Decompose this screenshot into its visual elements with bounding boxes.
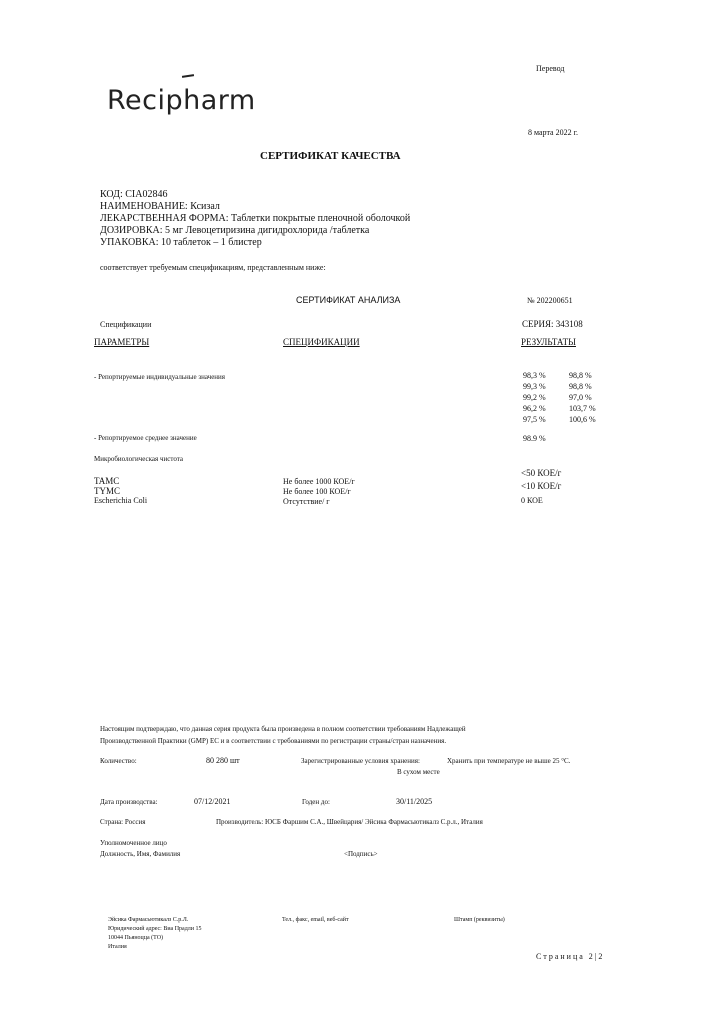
column-header-params: ПАРАМЕТРЫ xyxy=(94,337,150,347)
series-number: СЕРИЯ: 343108 xyxy=(522,319,583,329)
micro-result: 0 КОЕ xyxy=(521,496,543,505)
result-value: 103,7 % xyxy=(569,404,596,413)
micro-param: TYMC xyxy=(94,486,121,496)
manufacture-date-value: 07/12/2021 xyxy=(194,797,231,806)
mean-value-label: - Репортируемое среднее значение xyxy=(94,434,197,442)
micro-purity-label: Микробиологическая чистота xyxy=(94,455,183,463)
product-code: КОД: CIA02846 xyxy=(100,189,168,200)
result-value: 99,3 % xyxy=(523,382,546,391)
confirmation-line-1: Настоящим подтверждаю, что данная серия продукта была произведена в полном соответствии требованиям Надлежащей xyxy=(100,725,466,733)
logo-accent-mark xyxy=(182,74,194,78)
analysis-number: № 202200651 xyxy=(527,296,573,305)
page-title: СЕРТИФИКАТ КАЧЕСТВА xyxy=(260,150,401,162)
recipharm-logo: Recipharm xyxy=(107,85,256,116)
page-number: Страница 2|2 xyxy=(536,952,605,961)
product-name: НАИМЕНОВАНИЕ: Ксизал xyxy=(100,201,220,212)
expiry-date-value: 30/11/2025 xyxy=(396,797,433,806)
result-value: 96,2 % xyxy=(523,404,546,413)
result-value: 97,0 % xyxy=(569,393,592,402)
storage-value-1: Хранить при температуре не выше 25 °С. xyxy=(447,757,571,765)
conformity-statement: соответствует требуемым спецификациям, представленным ниже: xyxy=(100,263,326,272)
footer-contacts: Тел., факс, email, веб-сайт xyxy=(282,917,349,923)
individual-values-col1 xyxy=(523,370,546,425)
translation-label: Перевод xyxy=(536,64,565,73)
authorized-person-label: Уполномоченное лицо xyxy=(100,839,167,847)
micro-param: TAMC xyxy=(94,476,120,486)
micro-spec: Отсутствие/ г xyxy=(283,497,330,506)
footer-company: Эйсика Фармасьютикалз С.р.Л. xyxy=(108,917,189,923)
analysis-title: СЕРТИФИКАТ АНАЛИЗА xyxy=(296,295,401,305)
product-package: УПАКОВКА: 10 таблеток – 1 блистер xyxy=(100,237,262,248)
result-value: 98,8 % xyxy=(569,371,592,380)
micro-spec: Не более 1000 КОЕ/г xyxy=(283,477,355,486)
micro-param: Escherichia Coli xyxy=(94,496,148,505)
micro-result: <10 КОЕ/г xyxy=(521,481,562,491)
quantity-label: Количество: xyxy=(100,757,137,765)
individual-values-col2 xyxy=(569,370,596,425)
individual-values-label: - Репортируемые индивидуальные значения xyxy=(94,373,226,381)
mean-value: 98.9 % xyxy=(523,434,546,443)
expiry-date-label: Годен до: xyxy=(302,798,330,806)
result-value: 100,6 % xyxy=(569,415,596,424)
footer-address-1: Юридический адрес: Виа Прадли 15 xyxy=(108,926,202,932)
footer-stamp: Штамп (реквизиты) xyxy=(454,917,505,923)
confirmation-line-2: Производственной Практики (GMP) ЕС и в соответствии с требованиями по регистрации страны/стран назначения. xyxy=(100,737,447,745)
specifications-label: Спецификации xyxy=(100,320,152,329)
manufacture-date-label: Дата производства: xyxy=(100,798,158,806)
quantity-value: 80 280 шт xyxy=(206,756,240,765)
product-form: ЛЕКАРСТВЕННАЯ ФОРМА: Таблетки покрытые пленочной оболочкой xyxy=(100,213,411,224)
column-header-specs: СПЕЦИФИКАЦИИ xyxy=(283,337,360,347)
signature-placeholder: <Подпись> xyxy=(344,850,378,858)
country-label: Страна: Россия xyxy=(100,818,146,826)
result-value: 98,8 % xyxy=(569,382,592,391)
result-value: 99,2 % xyxy=(523,393,546,402)
footer-country: Италия xyxy=(108,944,127,950)
document-date: 8 марта 2022 г. xyxy=(528,128,578,137)
column-header-results: РЕЗУЛЬТАТЫ xyxy=(521,337,576,347)
storage-value-2: В сухом месте xyxy=(397,768,440,776)
result-value: 97,5 % xyxy=(523,415,546,424)
producer-label: Производитель: ЮСБ Фаршим С.А., Швейцария/ Эйсика Фармасьютикалз С.р.л., Италия xyxy=(216,818,483,826)
product-dosage: ДОЗИРОВКА: 5 мг Левоцетиризина дигидрохлорида /таблетка xyxy=(100,225,370,236)
micro-result: <50 КОЕ/г xyxy=(521,468,562,478)
footer-address-2: 10044 Пьяноцца (ТО) xyxy=(108,935,164,941)
position-name-label: Должность, Имя, Фамилия xyxy=(100,850,181,858)
micro-spec: Не более 100 КОЕ/г xyxy=(283,487,351,496)
storage-label: Зарегистрированные условия хранения: xyxy=(301,757,420,765)
result-value: 98,3 % xyxy=(523,371,546,380)
